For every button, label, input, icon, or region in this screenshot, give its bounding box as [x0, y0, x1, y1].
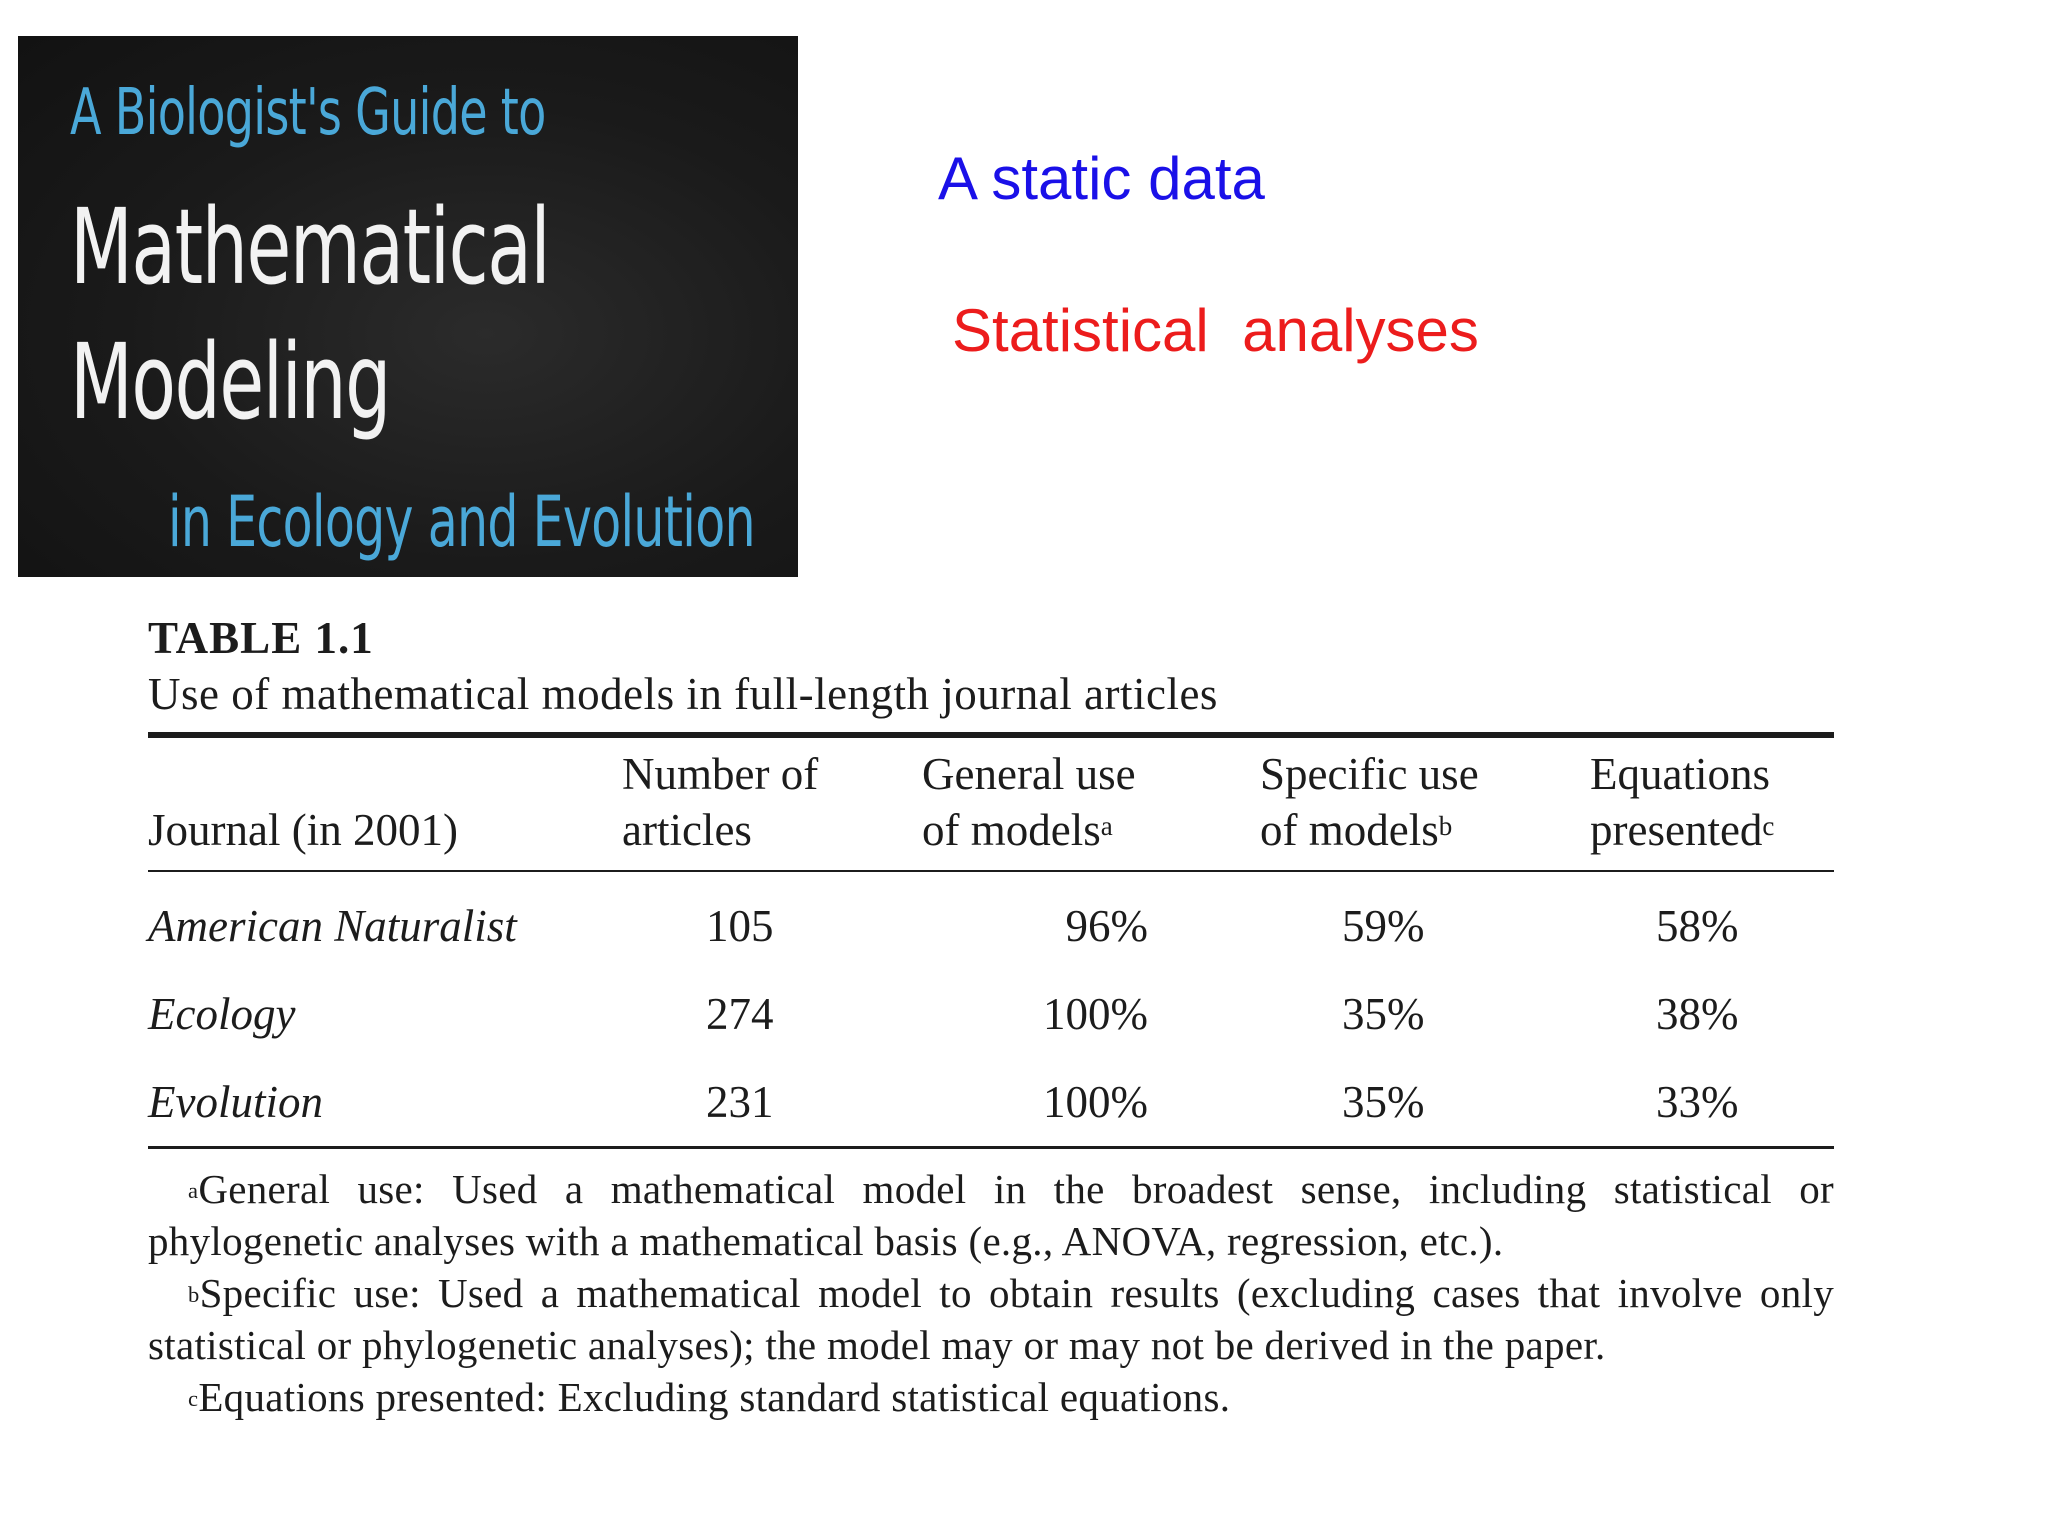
cover-title-line-1: Mathematical — [70, 186, 550, 308]
footnote-c-mark: c — [188, 1386, 199, 1411]
footnote-a-mark: a — [188, 1178, 199, 1203]
cell-articles: 274 — [706, 989, 774, 1039]
cell-journal: Evolution — [148, 1077, 323, 1127]
cell-specific: 59% — [1342, 901, 1425, 951]
caption-statistical-analyses: Statistical analyses — [952, 297, 1479, 364]
header-articles-line-2: articles — [622, 805, 752, 855]
cover-title-line-2: Modeling — [70, 321, 390, 443]
header-equations — [1590, 738, 1834, 870]
table-footnotes — [148, 1163, 1834, 1423]
book-cover — [18, 36, 798, 577]
data-table — [148, 738, 1834, 1146]
cell-journal: American Naturalist — [148, 901, 517, 951]
footnote-a — [148, 1163, 1834, 1267]
header-journal-label: Journal (in 2001) — [148, 805, 458, 855]
header-journal — [148, 738, 622, 870]
header-general-line-2: of models — [922, 805, 1101, 855]
table-figure — [148, 612, 1834, 1423]
table-row — [148, 872, 1834, 970]
cell-general: 100% — [1043, 989, 1148, 1039]
table-row — [148, 1058, 1834, 1146]
cell-articles: 231 — [706, 1077, 774, 1127]
cell-specific: 35% — [1342, 1077, 1425, 1127]
cell-general: 100% — [1043, 1077, 1148, 1127]
header-general-use — [922, 738, 1260, 870]
header-specific-mark: b — [1438, 811, 1453, 841]
cell-general: 96% — [1065, 901, 1148, 951]
header-specific-line-2: of models — [1260, 805, 1439, 855]
footnote-c-text: Equations presented: Excluding standard statistical equations. — [198, 1374, 1231, 1420]
header-equations-line-1: Equations — [1590, 749, 1770, 799]
table-label: TABLE 1.1 — [148, 613, 374, 663]
header-specific-line-1: Specific use — [1260, 749, 1479, 799]
header-equations-mark: c — [1762, 811, 1775, 841]
header-articles — [622, 738, 922, 870]
table-header-row — [148, 738, 1834, 870]
cell-journal: Ecology — [148, 989, 296, 1039]
footnote-a-text: General use: Used a mathematical model in the broadest sense, including statistical or phylogenetic analyses with a mathematical basis (e.g., ANOVA, regression, etc.). — [148, 1166, 1834, 1264]
cell-articles: 105 — [706, 901, 774, 951]
cell-equations: 38% — [1656, 989, 1739, 1039]
table-row — [148, 970, 1834, 1058]
header-specific-use — [1260, 738, 1590, 870]
cell-equations: 33% — [1656, 1077, 1739, 1127]
table-caption: Use of mathematical models in full-length journal articles — [148, 669, 1218, 719]
table-bottom-rule — [148, 1146, 1834, 1149]
caption-static-data: A static data — [938, 145, 1265, 212]
cover-subtitle-bottom: in Ecology and Evolution — [168, 481, 755, 563]
header-general-mark: a — [1100, 811, 1113, 841]
footnote-b — [148, 1267, 1834, 1371]
cell-equations: 58% — [1656, 901, 1739, 951]
header-articles-line-1: Number of — [622, 749, 819, 799]
header-general-line-1: General use — [922, 749, 1136, 799]
header-equations-line-2: presented — [1590, 805, 1763, 855]
footnote-c — [148, 1371, 1834, 1423]
footnote-b-text: Specific use: Used a mathematical model to obtain results (excluding cases that involve only statistical or phylogenetic analyses); the model may or may not be derived in the paper. — [148, 1270, 1834, 1368]
cover-subtitle-top: A Biologist's Guide to — [70, 76, 546, 150]
cell-specific: 35% — [1342, 989, 1425, 1039]
footnote-b-mark: b — [188, 1282, 200, 1307]
